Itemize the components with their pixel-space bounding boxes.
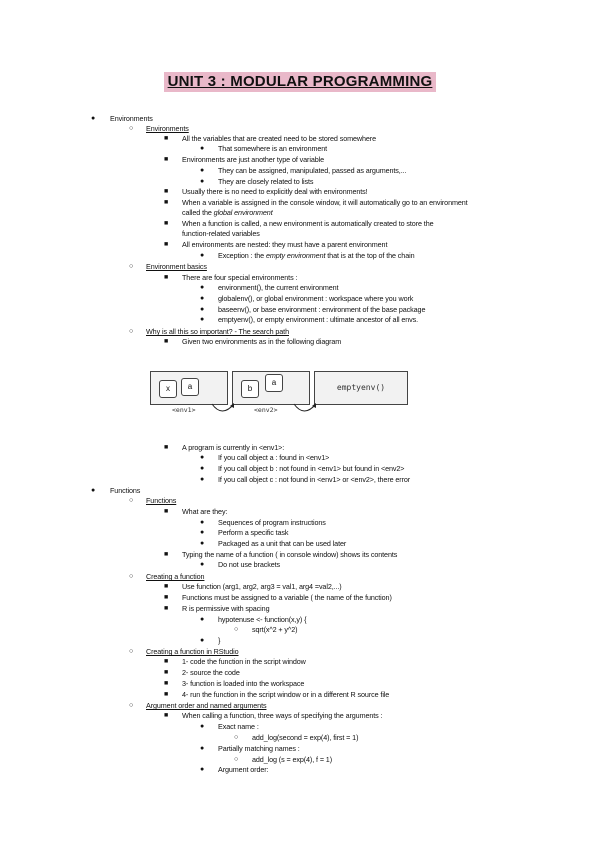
section-heading-functions: Functions xyxy=(110,486,141,495)
list-item: Use function (arg1, arg2, arg3 = val1, arg4 =val2,...) xyxy=(182,582,342,591)
bullet-circle: ○ xyxy=(234,734,239,741)
list-item: Sequences of program instructions xyxy=(218,518,326,527)
bullet-circle: ○ xyxy=(234,626,239,633)
bullet-square: ■ xyxy=(164,199,169,206)
list-item: They can be assigned, manipulated, passed as arguments,... xyxy=(218,166,407,175)
bullet-dot: ● xyxy=(200,284,205,291)
bullet-square: ■ xyxy=(164,338,169,345)
list-item: When a variable is assigned in the console window, it will automatically go to an environment xyxy=(182,198,468,207)
variable-x: x xyxy=(159,380,177,398)
list-item: 2- source the code xyxy=(182,668,240,677)
bullet-dot: ● xyxy=(200,465,205,472)
subheading-rstudio: Creating a function in RStudio xyxy=(146,647,239,656)
code-line: hypotenuse <- function(x,y) { xyxy=(218,615,307,624)
list-item: 1- code the function in the script window xyxy=(182,657,306,666)
env2-label: <env2> xyxy=(254,406,278,414)
list-item: environment(), the current environment xyxy=(218,283,339,292)
bullet-square: ■ xyxy=(164,444,169,451)
bullet-dot: ● xyxy=(200,637,205,644)
bullet-circle: ○ xyxy=(129,702,134,709)
bullet-circle: ○ xyxy=(129,328,134,335)
bullet-square: ■ xyxy=(164,274,169,281)
list-item: Packaged as a unit that can be used later xyxy=(218,539,347,548)
variable-b: b xyxy=(241,380,259,398)
bullet-square: ■ xyxy=(164,669,169,676)
bullet-dot: ● xyxy=(91,115,96,122)
list-item: If you call object b : not found in <env1> but found in <env2> xyxy=(218,464,405,473)
bullet-dot: ● xyxy=(200,178,205,185)
arrow-env2-to-emptyenv xyxy=(294,404,316,411)
list-item: Environments are just another type of variable xyxy=(182,155,325,164)
list-item: Do not use brackets xyxy=(218,560,281,569)
bullet-dot: ● xyxy=(200,723,205,730)
bullet-square: ■ xyxy=(164,551,169,558)
bullet-square: ■ xyxy=(164,241,169,248)
env1-label: <env1> xyxy=(172,406,196,414)
list-item: If you call object c : not found in <env1> or <env2>, there error xyxy=(218,475,411,484)
bullet-square: ■ xyxy=(164,680,169,687)
bullet-dot: ● xyxy=(200,454,205,461)
list-item: They are closely related to lists xyxy=(218,177,314,186)
subheading-environment-basics: Environment basics xyxy=(146,262,207,271)
list-item: emptyenv(), or empty environment : ultimate ancestor of all envs. xyxy=(218,315,419,324)
list-item: Perform a specific task xyxy=(218,528,289,537)
bullet-dot: ● xyxy=(91,487,96,494)
text-span: that is at the top of the chain xyxy=(325,251,415,260)
bullet-circle: ○ xyxy=(129,263,134,270)
bullet-square: ■ xyxy=(164,156,169,163)
subheading-creating-function: Creating a function xyxy=(146,572,205,581)
arrow-connectors xyxy=(150,368,410,420)
section-heading-environments: Environments xyxy=(110,114,153,123)
bullet-dot: ● xyxy=(200,766,205,773)
bullet-dot: ● xyxy=(200,561,205,568)
bullet-square: ■ xyxy=(164,583,169,590)
subheading-environments: Environments xyxy=(146,124,189,133)
list-item: Typing the name of a function ( in console window) shows its contents xyxy=(182,550,398,559)
list-item: 3- function is loaded into the workspace xyxy=(182,679,305,688)
list-item-continuation: function-related variables xyxy=(182,229,260,238)
list-item: If you call object a : found in <env1> xyxy=(218,453,330,462)
arrow-env1-to-env2 xyxy=(212,404,234,411)
list-item: That somewhere is an environment xyxy=(218,144,328,153)
bullet-square: ■ xyxy=(164,508,169,515)
environment-diagram xyxy=(150,368,410,420)
list-item: All environments are nested: they must have a parent environment xyxy=(182,240,388,249)
text-span: Exception : the xyxy=(218,251,266,260)
emptyenv-box: emptyenv() xyxy=(314,371,408,405)
bullet-circle: ○ xyxy=(129,648,134,655)
bullet-square: ■ xyxy=(164,658,169,665)
list-item xyxy=(218,251,415,260)
subheading-functions: Functions xyxy=(146,496,177,505)
variable-a: a xyxy=(181,378,199,396)
list-item: Exact name : xyxy=(218,722,259,731)
subheading-search-path: Why is all this so important? - The search path xyxy=(146,327,289,336)
bullet-square: ■ xyxy=(164,220,169,227)
bullet-dot: ● xyxy=(200,252,205,259)
list-item: What are they: xyxy=(182,507,228,516)
bullet-square: ■ xyxy=(164,188,169,195)
bullet-circle: ○ xyxy=(129,497,134,504)
list-item: baseenv(), or base environment : environment of the base package xyxy=(218,305,426,314)
code-line: add_log (s = exp(4), f = 1) xyxy=(252,755,333,764)
emphasis-text: empty environment xyxy=(265,251,326,260)
code-line: sqrt(x^2 + y^2) xyxy=(252,625,298,634)
subheading-arguments: Argument order and named arguments xyxy=(146,701,267,710)
code-line: } xyxy=(218,636,221,645)
list-item: A program is currently in <env1>: xyxy=(182,443,285,452)
list-item: Argument order: xyxy=(218,765,269,774)
bullet-square: ■ xyxy=(164,712,169,719)
list-item: Partially matching names : xyxy=(218,744,300,753)
bullet-dot: ● xyxy=(200,529,205,536)
text-span: called the xyxy=(182,208,214,217)
bullet-circle: ○ xyxy=(129,125,134,132)
list-item: When calling a function, three ways of specifying the arguments : xyxy=(182,711,383,720)
bullet-circle: ○ xyxy=(129,573,134,580)
bullet-dot: ● xyxy=(200,476,205,483)
bullet-dot: ● xyxy=(200,745,205,752)
code-line: add_log(second = exp(4), first = 1) xyxy=(252,733,359,742)
list-item: Functions must be assigned to a variable ( the name of the function) xyxy=(182,593,392,602)
bullet-dot: ● xyxy=(200,306,205,313)
bullet-dot: ● xyxy=(200,295,205,302)
page-title: UNIT 3 : MODULAR PROGRAMMING xyxy=(164,72,436,92)
list-item: When a function is called, a new environment is automatically created to store the xyxy=(182,219,434,228)
list-item-continuation xyxy=(182,208,273,217)
list-item: globalenv(), or global environment : workspace where you work xyxy=(218,294,414,303)
bullet-dot: ● xyxy=(200,540,205,547)
bullet-square: ■ xyxy=(164,605,169,612)
bullet-dot: ● xyxy=(200,316,205,323)
bullet-square: ■ xyxy=(164,135,169,142)
list-item: R is permissive with spacing xyxy=(182,604,270,613)
bullet-square: ■ xyxy=(164,691,169,698)
variable-a: a xyxy=(265,374,283,392)
list-item: All the variables that are created need to be stored somewhere xyxy=(182,134,376,143)
bullet-dot: ● xyxy=(200,145,205,152)
list-item: Usually there is no need to explicitly deal with environments! xyxy=(182,187,368,196)
bullet-square: ■ xyxy=(164,594,169,601)
list-item: There are four special environments : xyxy=(182,273,298,282)
list-item: 4- run the function in the script window or in a different R source file xyxy=(182,690,390,699)
list-item: Given two environments as in the following diagram xyxy=(182,337,342,346)
bullet-circle: ○ xyxy=(234,756,239,763)
bullet-dot: ● xyxy=(200,167,205,174)
emphasis-text: global environment xyxy=(213,208,273,217)
bullet-dot: ● xyxy=(200,519,205,526)
bullet-dot: ● xyxy=(200,616,205,623)
